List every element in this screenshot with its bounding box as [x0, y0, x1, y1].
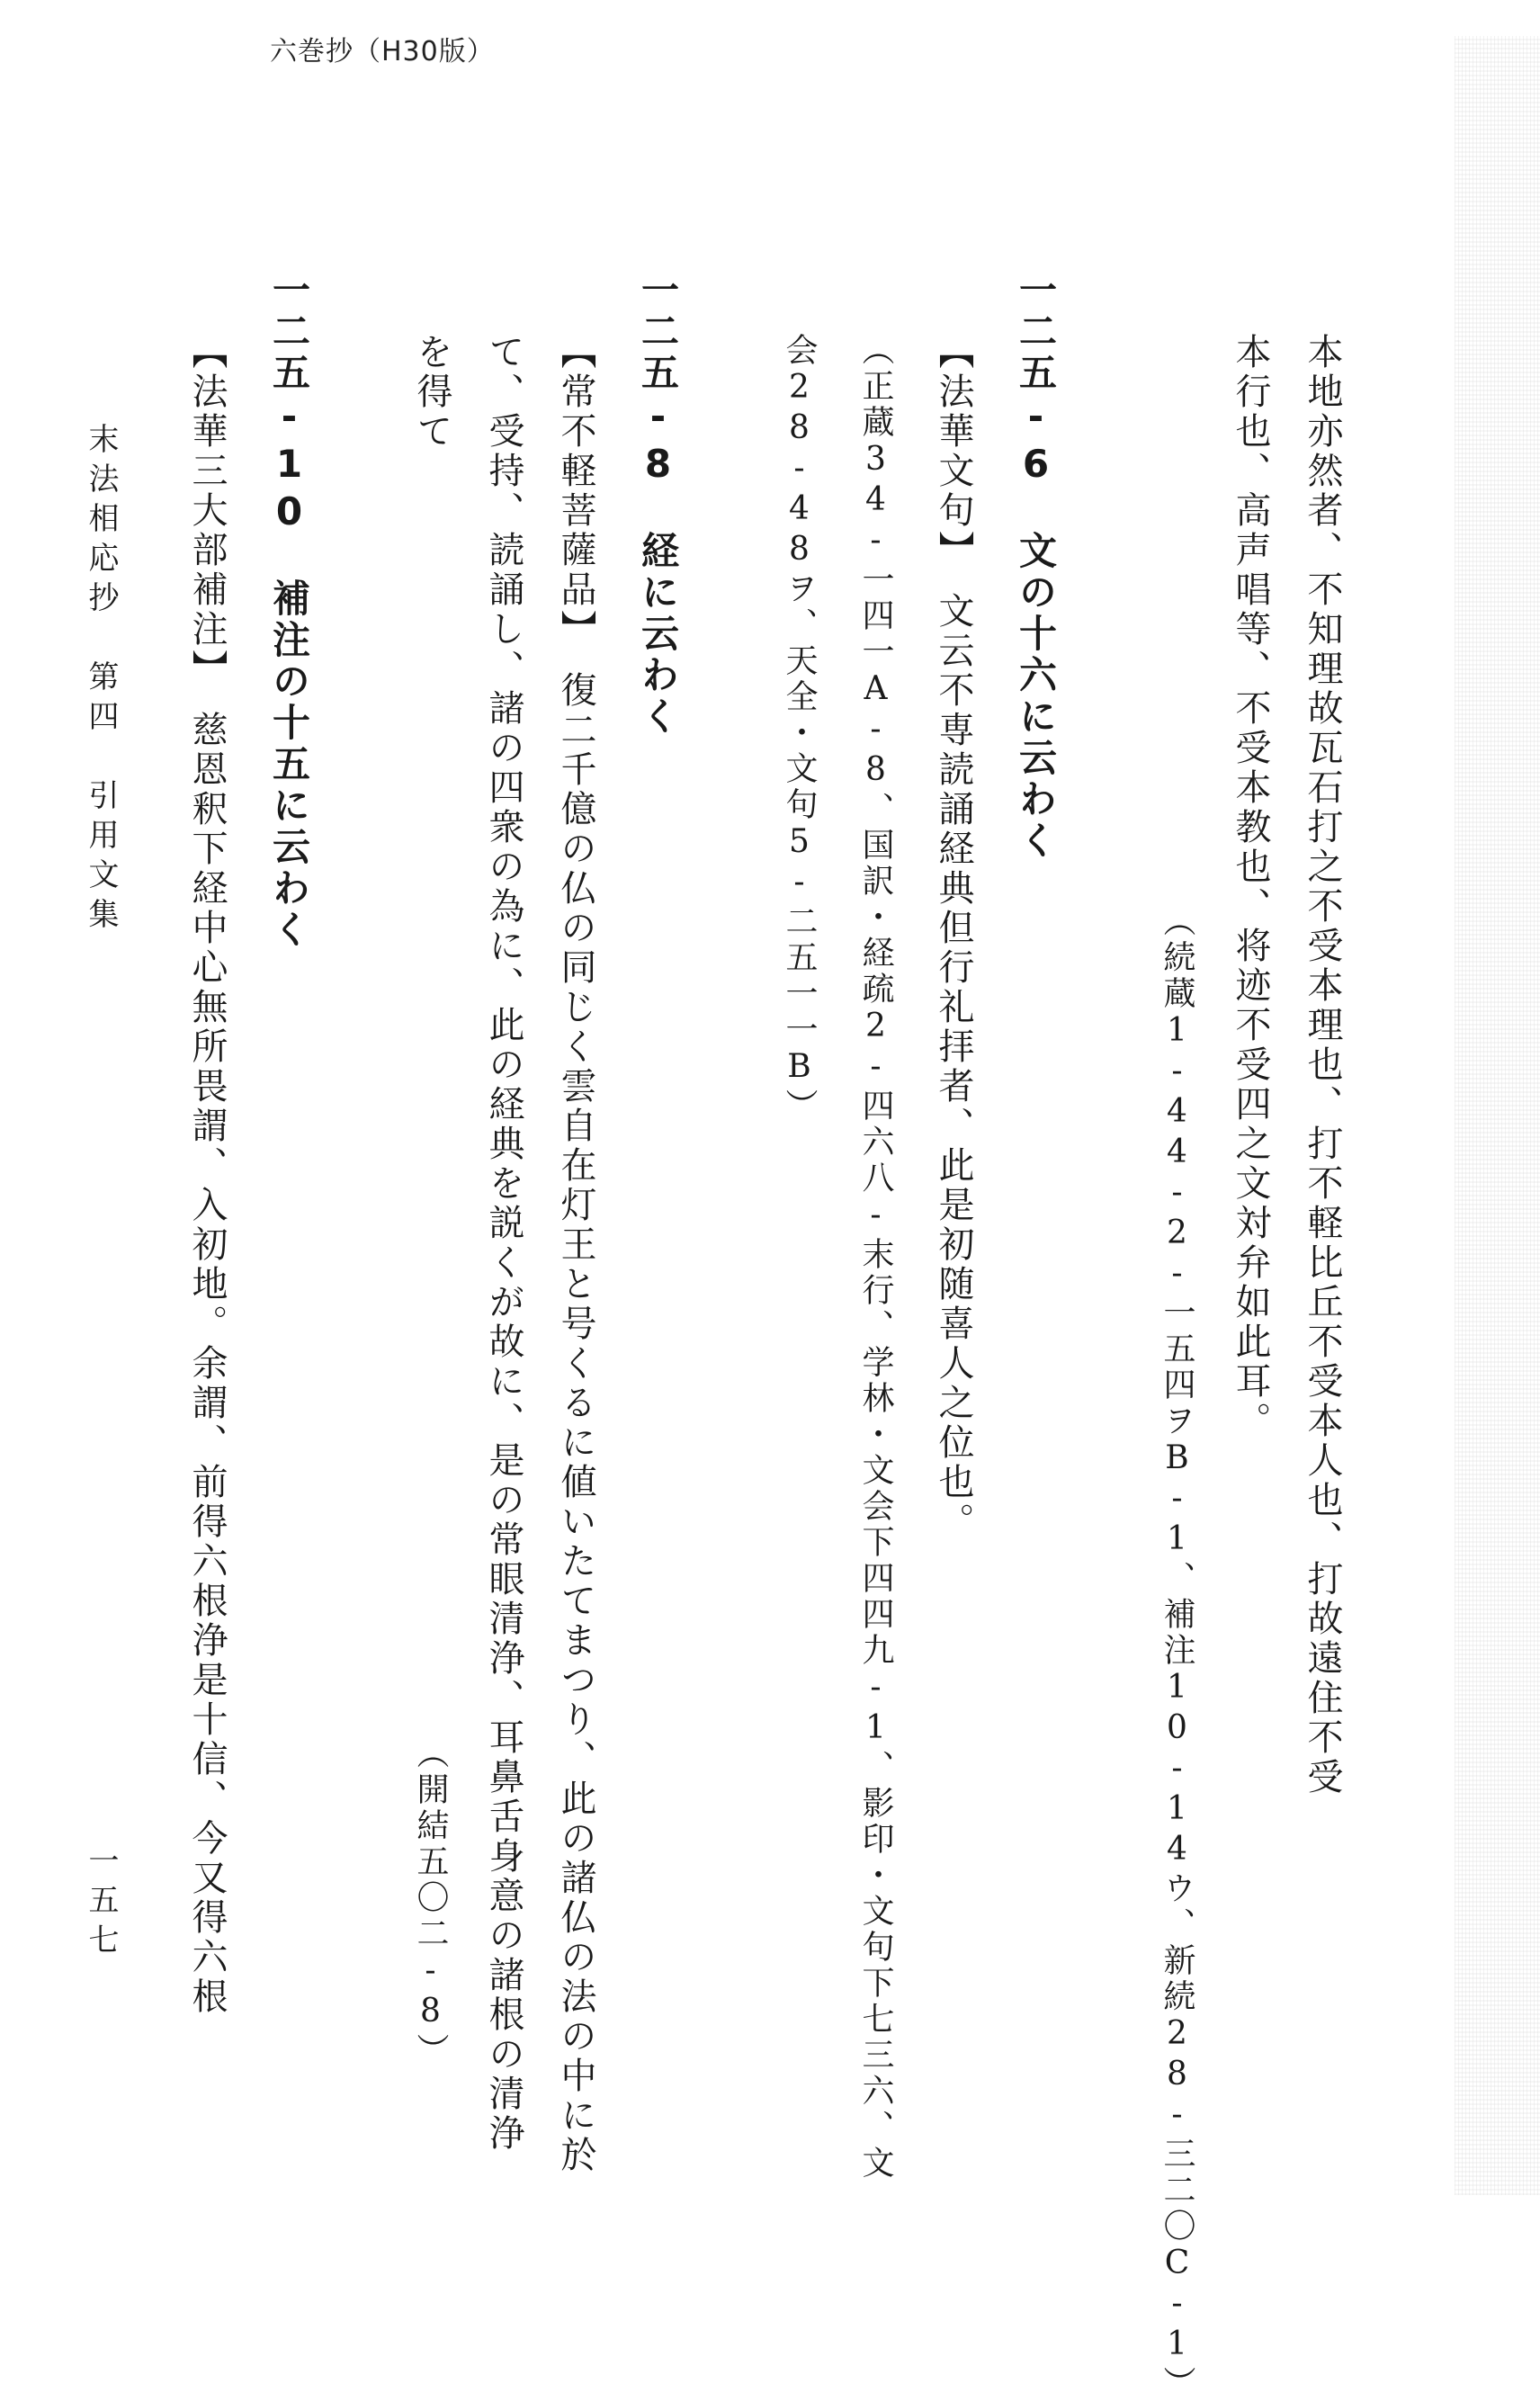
- book-title-footer: 末法相応抄 第四 引用文集: [83, 423, 119, 937]
- body-column-6: を得て: [411, 333, 452, 452]
- section-heading-3: 一二五-10 補注の十五に云わく: [267, 270, 311, 951]
- section-heading-1: 一二五-6 文の十六に云わく: [1014, 270, 1058, 862]
- section-heading-2: 一二五-8 経に云わく: [636, 270, 680, 738]
- page-number: 一五七: [83, 1844, 119, 1963]
- citation-column-3: 会28-48ヲ、天全・文句5-二五一一B）: [781, 333, 818, 1125]
- body-column-2: 本行也、高声唱等、不受本教也、将迹不受四之文対弁如此耳。: [1230, 333, 1271, 1441]
- body-column-1: 本地亦然者、不知理故瓦石打之不受本理也、打不軽比丘不受本人也、打故遠住不受: [1302, 333, 1343, 1797]
- citation-column-2: （正蔵34-一四一A-8、国訳・経疏2-四六八-末行、学林・文会下四四九-1、影印・文句下七三六、文: [857, 333, 894, 2182]
- citation-column-1: （続蔵1-44-2-一五四ヲB-1、補注10-14ウ、新続28-三二〇C-1）: [1159, 904, 1195, 2402]
- body-column-3: 【法華文句】 文云不専読誦経典但行礼拝者、此是初随喜人之位也。: [933, 333, 974, 1542]
- scan-edge-noise: [1455, 36, 1540, 2195]
- body-column-7: 【法華三大部補注】 慈恩釈下経中心無所畏謂、入初地。余謂、前得六根浄是十信、今又得六根: [186, 333, 228, 2017]
- citation-column-4: （開結五〇二-8）: [412, 1736, 449, 2069]
- body-column-4: 【常不軽菩薩品】 復二千億の仏の同じく雲自在灯王と号くるに値いたてまつり、此の諸仏の法の中に於: [555, 333, 596, 2175]
- running-title: 六巻抄（H30版）: [270, 36, 495, 67]
- body-column-5: て、受持、読誦し、諸の四衆の為に、此の経典を説くが故に、是の常眼清浄、耳鼻舌身意の諸根の清浄: [483, 333, 524, 2154]
